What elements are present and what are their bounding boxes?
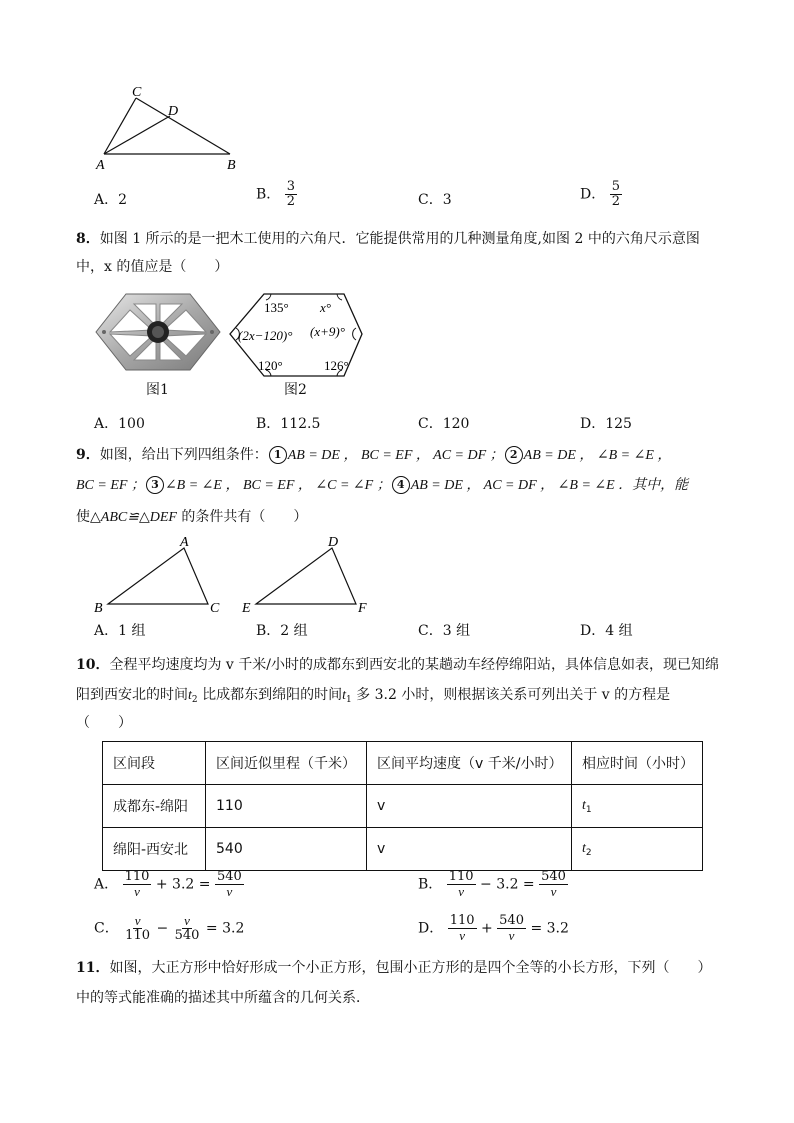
table-header-cell: 区间近似里程（千米）	[206, 742, 367, 785]
fraction: $\frac{110}{v}$	[448, 869, 474, 899]
q11-text-line2: 中的等式能准确的描述其中所蕴含的几何关系．	[76, 990, 370, 1006]
q9-option-b[interactable]: B．2 组	[256, 623, 308, 639]
angle-mid-left: (2x−120)°	[238, 328, 293, 343]
label-a: A	[180, 535, 189, 550]
table-cell: 540	[206, 828, 367, 871]
table-row	[103, 785, 703, 828]
table-cell: $t_1$	[572, 785, 703, 828]
label-c: C	[210, 601, 220, 616]
label-d: D	[168, 104, 179, 119]
label-a: A	[96, 158, 105, 170]
table-header-cell: 区间段	[103, 742, 206, 785]
q8-text-line2: 中，x 的值应是（ ）	[76, 259, 229, 275]
q7-option-b[interactable]: B． $\frac{3}{2}$	[256, 179, 296, 209]
q9-option-c[interactable]: C．3 组	[418, 623, 471, 639]
q8-option-b[interactable]: B．112.5	[256, 416, 321, 432]
q10-text-line1: 10．全程平均速度均为 v 千米/小时的成都东到西安北的某趟动车经停绵阳站，具体信息如表，现已知绵	[76, 657, 720, 673]
q10-option-c[interactable]: C． $\frac{v}{110}$ − $\frac{v}{540}$ = 3.2	[94, 913, 245, 943]
hexagon-diagram	[226, 290, 366, 382]
label-b: B	[94, 601, 103, 616]
q10-option-a[interactable]: A． $\frac{110}{v}$ + 3.2 = $\frac{540}{v}$	[94, 869, 242, 899]
table-cell: 成都东-绵阳	[103, 785, 206, 828]
fraction: $\frac{110}{v}$	[124, 869, 150, 899]
label-e: E	[242, 601, 251, 616]
q8-option-d[interactable]: D．125	[580, 416, 632, 432]
label-b: B	[227, 158, 236, 170]
q9-option-a[interactable]: A．1 组	[94, 623, 146, 639]
q10-option-d[interactable]: D． $\frac{110}{v}$ + $\frac{540}{v}$ = 3.2	[418, 913, 569, 943]
angle-bottom-right: 126°	[324, 358, 349, 373]
label-f: F	[358, 601, 367, 616]
fraction: $\frac{540}{v}$	[541, 869, 566, 899]
table-header-cell: 相应时间（小时）	[572, 742, 703, 785]
circled-number: 4	[392, 476, 410, 494]
angle-mid-right: (x+9)°	[310, 324, 345, 339]
table-row	[103, 828, 703, 871]
fraction: $\frac{540}{v}$	[499, 913, 524, 943]
q10-text-line3: （ ）	[76, 715, 132, 731]
fraction: $\frac{v}{110}$	[125, 913, 150, 943]
label-d: D	[328, 535, 339, 550]
circled-number: 2	[505, 446, 523, 464]
fraction: $\frac{110}{v}$	[449, 913, 475, 943]
label-c: C	[132, 85, 142, 100]
table-cell: v	[367, 785, 572, 828]
q8-option-c[interactable]: C．120	[418, 416, 470, 432]
q9-text-line2: BC = EF ； 3 ∠B = ∠E ， BC = EF ， ∠C = ∠F ； 4 AB = DE ， AC = DF ， ∠B = ∠E ．其中，能	[76, 478, 689, 493]
route-info-table	[102, 741, 703, 871]
q9-text-line1: 9．如图，给出下列四组条件： 1 AB = DE ， BC = EF ， AC = DF ； 2 AB = DE ， ∠B = ∠E ，	[76, 447, 672, 463]
triangle-def	[240, 532, 380, 618]
table-cell: 绵阳-西安北	[103, 828, 206, 871]
figure1-caption: 图1	[146, 382, 169, 398]
figure2-caption: 图2	[284, 382, 307, 398]
circled-number: 1	[269, 446, 287, 464]
q7-option-d[interactable]: D． $\frac{5}{2}$	[580, 179, 620, 209]
table-header-row	[103, 742, 703, 785]
hexagon-ruler-photo	[94, 290, 222, 386]
q11-text-line1: 11．如图，大正方形中恰好形成一个小正方形，包围小正方形的是四个全等的小长方形，下列（ ）	[76, 960, 712, 976]
triangle-abc	[92, 532, 232, 618]
q7-option-c[interactable]: C．3	[418, 192, 452, 208]
fraction: $\frac{v}{540}$	[174, 913, 200, 943]
q7-triangle-figure	[90, 80, 250, 170]
fraction: $\frac{3}{2}$	[286, 179, 296, 209]
table-cell: 110	[206, 785, 367, 828]
table-header-cell: 区间平均速度（v 千米/小时）	[367, 742, 572, 785]
q10-option-b[interactable]: B． $\frac{110}{v}$ − 3.2 = $\frac{540}{v}$	[418, 869, 566, 899]
table-cell: v	[367, 828, 572, 871]
q9-option-d[interactable]: D．4 组	[580, 623, 633, 639]
angle-top-right: x°	[320, 300, 331, 315]
circled-number: 3	[146, 476, 164, 494]
q7-option-a[interactable]: A．2	[94, 192, 128, 208]
angle-bottom-left: 120°	[258, 358, 283, 373]
table-cell: $t_2$	[572, 828, 703, 871]
q8-option-a[interactable]: A．100	[94, 416, 145, 432]
angle-top-left: 135°	[264, 300, 289, 315]
fraction: $\frac{540}{v}$	[216, 869, 242, 899]
q9-text-line3: 使△ABC≌△DEF 的条件共有（ ）	[76, 509, 308, 525]
fraction: $\frac{5}{2}$	[611, 179, 620, 209]
q8-text-line1: 8．如图 1 所示的是一把木工使用的六角尺．它能提供常用的几种测量角度,如图 2 中的六角尺示意图	[76, 231, 700, 247]
q10-text-line2: 阳到西安北的时间$t_2$ 比成都东到绵阳的时间$t_1$ 多 3.2 小时，则根据该关系可列出关于 v 的方程是	[76, 687, 671, 705]
